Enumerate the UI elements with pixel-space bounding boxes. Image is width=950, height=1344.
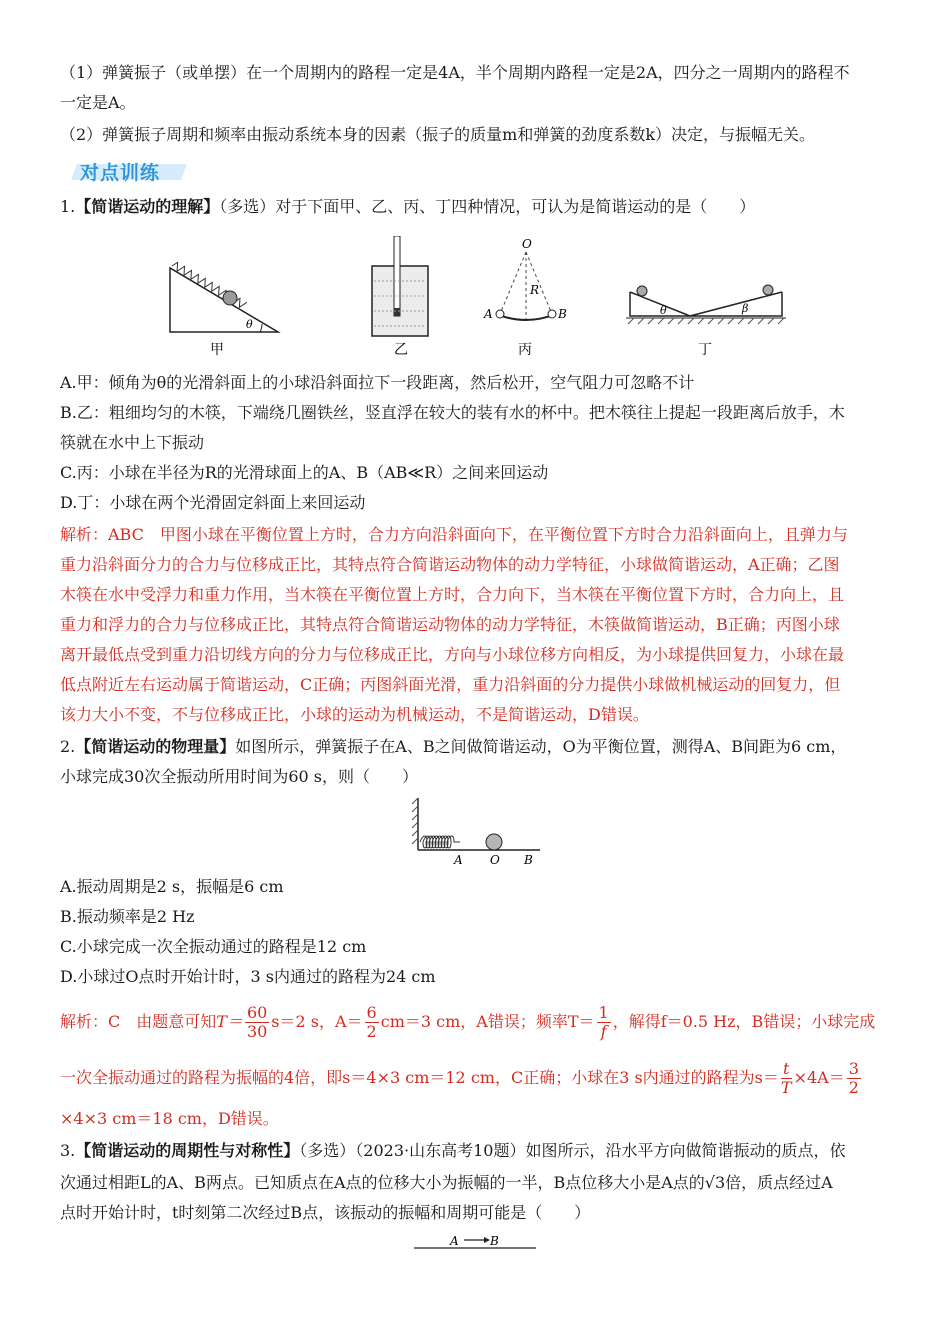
fraction-denominator: T xyxy=(780,1078,792,1097)
q2-analysis-text-t: T＝ xyxy=(216,1012,243,1031)
q1-analysis-line-2: 重力沿斜面分力的合力与位移成正比，其特点符合简谐运动物体的动力学特征，小球做简谐运动，A正确；乙图 xyxy=(60,555,840,574)
q1-a-mark: A xyxy=(484,307,493,321)
fraction-t-T xyxy=(781,1060,792,1097)
q1-analysis-line-3: 木筷在水中受浮力和重力作用，当木筷在平衡位置上方时，合力向下，当木筷在平衡位置下方时，合力向上，且 xyxy=(60,585,845,604)
q1-analysis-line-1: 解析：ABC 甲图小球在平衡位置上方时，合力方向沿斜面向下，在平衡位置下方时合力沿斜面向上，且弹力与 xyxy=(60,525,848,544)
q2-analysis-text-1: 解析：C 由题意可知 xyxy=(60,1012,217,1031)
q2-figure-spring xyxy=(410,794,550,866)
figure-jia-incline xyxy=(170,261,278,358)
section-banner xyxy=(60,158,188,186)
q2-analysis-text-5: 一次全振动通过的路程为振幅的4倍，即s＝4×3 cm＝12 cm，C正确；小球在3 s内通过的路程为s＝ xyxy=(60,1068,779,1087)
q1-option-b-line-1: B.乙：粗细均匀的木筷，下端绕几圈铁丝，竖直浮在较大的装有水的杯中。把木筷往上提起一段距离后放手，木 xyxy=(60,403,845,422)
q2-option-a: A.振动周期是2 s，振幅是6 cm xyxy=(60,877,284,896)
q2-analysis-line-1 xyxy=(60,1000,890,1044)
fraction-3-2 xyxy=(847,1060,861,1097)
q1-figures xyxy=(150,236,790,366)
q3-text-1: （多选）（2023·山东高考10题）如图所示，沿水平方向做简谐振动的质点，依 xyxy=(299,1141,846,1160)
fraction-numerator: t xyxy=(781,1060,792,1079)
q2-analysis-line-3: ×4×3 cm＝18 cm，D错误。 xyxy=(60,1109,279,1128)
q3-stem-line-1 xyxy=(60,1136,890,1166)
fraction-1-f xyxy=(597,1004,611,1041)
fraction-denominator: 30 xyxy=(246,1022,268,1041)
fraction-numerator: 3 xyxy=(848,1059,859,1078)
q1-option-d: D.丁：小球在两个光滑固定斜面上来回运动 xyxy=(60,493,366,512)
q1-analysis-line-5: 离开最低点受到重力沿切线方向的分力与位移成正比，方向与小球位移方向相反，为小球提供回复力，小球在最 xyxy=(60,645,845,664)
q1-analysis-line-7: 该力大小不变，不与位移成正比，小球的运动为机械运动，不是简谐运动，D错误。 xyxy=(60,705,649,724)
fraction-denominator: 2 xyxy=(366,1022,377,1041)
q1-label-yi: 乙 xyxy=(394,342,408,358)
q1-o-mark: O xyxy=(522,237,532,251)
note-2: （2）弹簧振子周期和频率由振动系统本身的因素（振子的质量m和弹簧的劲度系数k）决定，与振幅无关。 xyxy=(60,125,816,144)
q3-stem-line-2: 次通过相距L的A、B两点。已知质点在A点的位移大小为振幅的一半，B点位移大小是A点的√3倍，质点经过A xyxy=(60,1173,833,1192)
note-1-line-1: （1）弹簧振子（或单摆）在一个周期内的路程一定是4A，半个周期内路程一定是2A，四分之一周期内的路程不 xyxy=(60,63,850,82)
q1-label-ding: 丁 xyxy=(698,342,712,358)
q2-analysis-text-4: ，解得f＝0.5 Hz，B错误；小球完成 xyxy=(612,1012,876,1031)
q2-text-1: 如图所示，弹簧振子在A、B之间做简谐运动，O为平衡位置，测得A、B间距为6 cm， xyxy=(235,737,847,756)
q3-a-mark: A xyxy=(450,1234,459,1248)
q2-option-d: D.小球过O点时开始计时，3 s内通过的路程为24 cm xyxy=(60,967,436,986)
q2-analysis-text-3: cm＝3 cm，A错误；频率T＝ xyxy=(380,1012,595,1031)
fraction-denominator: f xyxy=(600,1022,607,1041)
q1-stem xyxy=(60,192,890,222)
q1-analysis-line-6: 低点附近左右运动属于简谐运动，C正确；丙图斜面光滑，重力沿斜面的分力提供小球做机械运动的回复力，但 xyxy=(60,675,841,694)
q3-number: 3. xyxy=(60,1141,76,1160)
q3-b-mark: B xyxy=(490,1234,499,1248)
fraction-numerator: 6 xyxy=(366,1003,377,1022)
q1-option-a: A.甲：倾角为θ的光滑斜面上的小球沿斜面拉下一段距离，然后松开，空气阻力可忽略不计 xyxy=(60,373,695,392)
q2-analysis-line-2 xyxy=(60,1056,890,1100)
q1-option-b-line-2: 筷就在水中上下振动 xyxy=(60,433,205,452)
q2-number: 2. xyxy=(60,737,76,756)
figure-bing-sphere xyxy=(483,237,567,358)
note-1-line-2: 一定是A。 xyxy=(60,93,136,112)
q1-number: 1. xyxy=(60,197,76,216)
figure-ding-inclines xyxy=(626,285,786,358)
q1-theta-mark-2: θ xyxy=(660,304,667,317)
q1-analysis-line-4: 重力和浮力的合力与位移成正比，其特点符合简谐运动物体的动力学特征，木筷做简谐运动，B正确；丙图小球 xyxy=(60,615,840,634)
q2-b-mark: B xyxy=(524,853,533,866)
section-title: 对点训练 xyxy=(80,162,161,184)
q1-b-mark: B xyxy=(558,307,567,321)
q2-analysis-text-6: ×4A＝ xyxy=(793,1068,845,1087)
q3-tag: 【简谐运动的周期性与对称性】 xyxy=(75,1141,300,1160)
figure-yi-cup xyxy=(372,236,428,358)
fraction-6-2 xyxy=(365,1004,379,1041)
q2-analysis-text-2: s＝2 s，A＝ xyxy=(271,1012,363,1031)
q2-stem-line-2: 小球完成30次全振动所用时间为60 s，则（ ） xyxy=(60,767,419,786)
fraction-denominator: 2 xyxy=(848,1078,859,1097)
q2-option-b: B.振动频率是2 Hz xyxy=(60,907,195,926)
q3-figure-line xyxy=(410,1228,540,1254)
q1-beta-mark: β xyxy=(742,302,749,315)
q1-r-mark: R xyxy=(530,283,540,297)
q2-stem-line-1 xyxy=(60,732,890,762)
q1-text: （多选）对于下面甲、乙、丙、丁四种情况，可认为是简谐运动的是（ ） xyxy=(219,197,756,216)
fraction-numerator: 60 xyxy=(246,1003,268,1022)
fraction-60-30 xyxy=(245,1004,269,1041)
q1-label-bing: 丙 xyxy=(518,342,532,358)
q2-o-mark: O xyxy=(490,853,500,866)
q2-a-mark: A xyxy=(454,853,463,866)
q2-tag: 【简谐运动的物理量】 xyxy=(75,737,236,756)
q1-theta-mark: θ xyxy=(246,318,253,331)
q1-label-jia: 甲 xyxy=(210,342,224,358)
q1-tag: 【简谐运动的理解】 xyxy=(75,197,220,216)
fraction-numerator: 1 xyxy=(598,1003,609,1022)
q2-option-c: C.小球完成一次全振动通过的路程是12 cm xyxy=(60,937,367,956)
q1-option-c: C.丙：小球在半径为R的光滑球面上的A、B（AB≪R）之间来回运动 xyxy=(60,463,549,482)
q3-stem-line-3: 点时开始计时，t时刻第二次经过B点，该振动的振幅和周期可能是（ ） xyxy=(60,1203,591,1222)
